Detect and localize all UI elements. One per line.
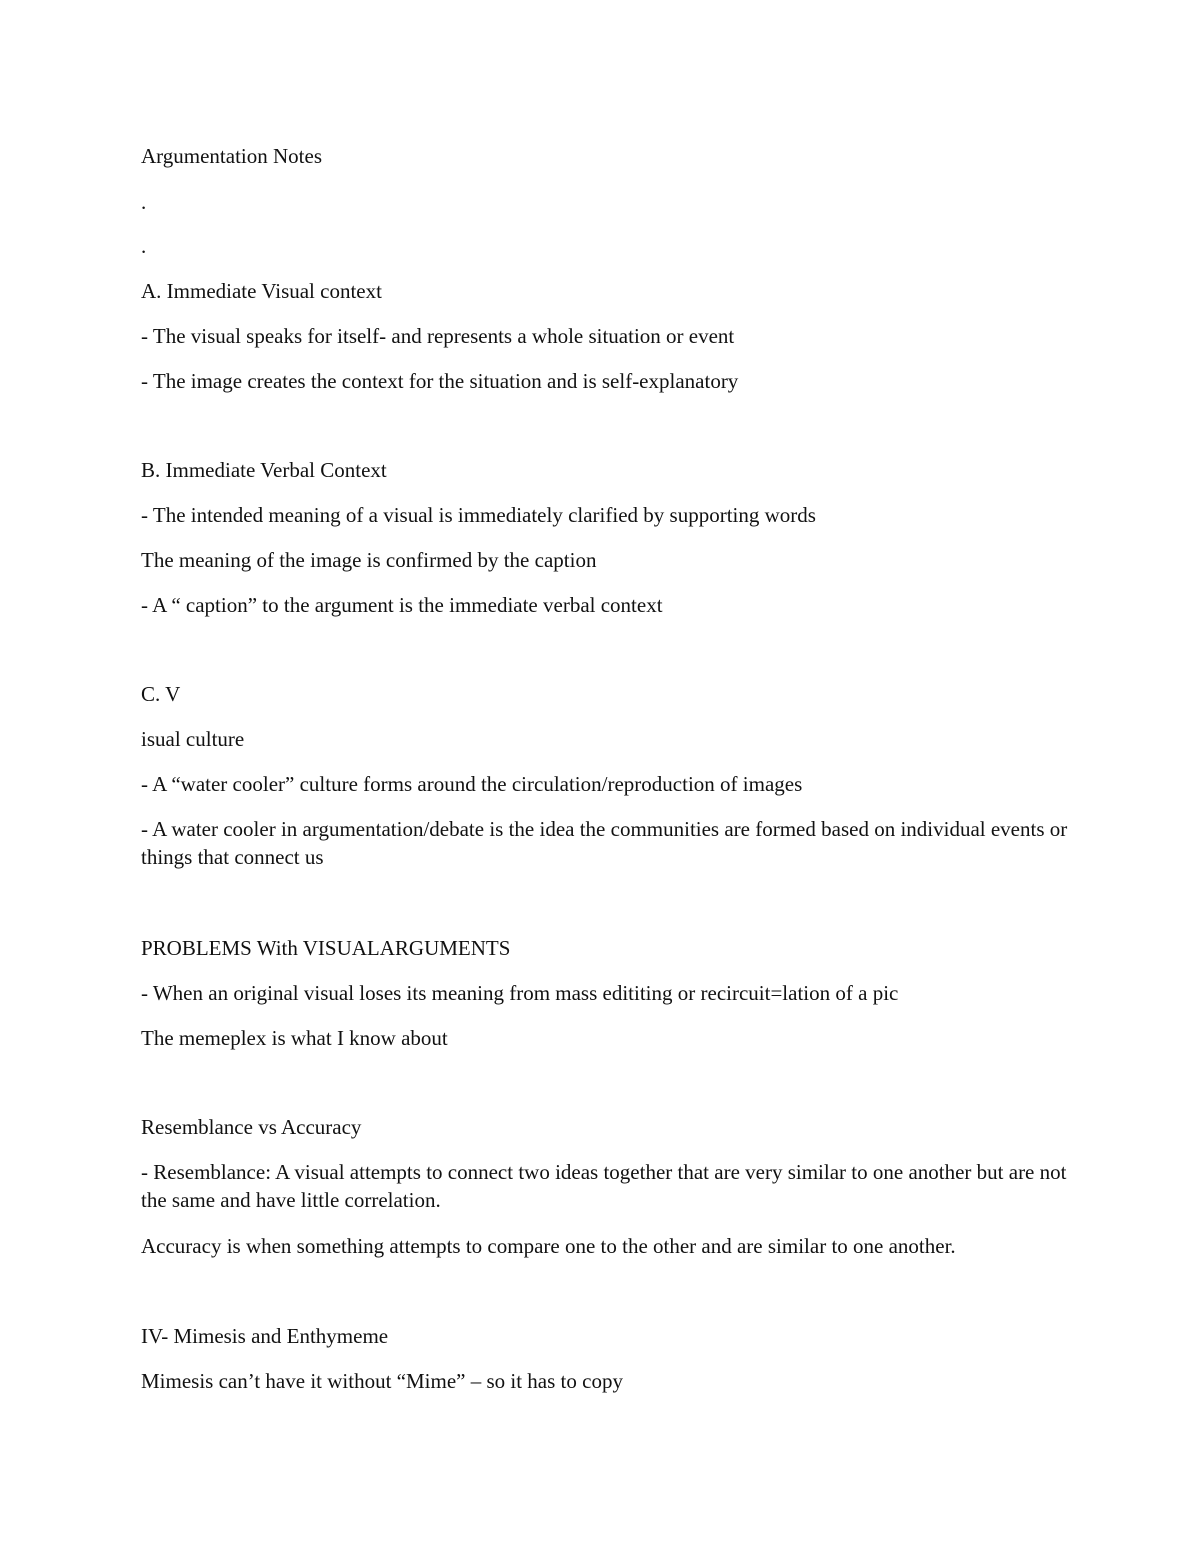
bullet-line: - A “ caption” to the argument is the immediate verbal context xyxy=(141,593,663,617)
body-line: Accuracy is when something attempts to compare one to the other and are similar to one another. xyxy=(141,1234,956,1258)
body-line: isual culture xyxy=(141,727,245,751)
bullet-line: - A “water cooler” culture forms around the circulation/reproduction of images xyxy=(141,772,803,796)
section-heading-b: B. Immediate Verbal Context xyxy=(141,458,387,482)
document-title: Argumentation Notes xyxy=(141,144,323,168)
bullet-line: - When an original visual loses its meaning from mass edititing or recircuit=lation of a pic xyxy=(141,981,899,1005)
bullet-line: - The visual speaks for itself- and represents a whole situation or event xyxy=(141,324,735,348)
bullet-line: - The image creates the context for the situation and is self-explanatory xyxy=(141,369,739,393)
section-heading-iv: IV- Mimesis and Enthymeme xyxy=(141,1324,389,1348)
body-line: The meaning of the image is confirmed by the caption xyxy=(141,548,597,572)
bullet-line: - A water cooler in argumentation/debate is the idea the communities are formed based on individual events or things that connect us xyxy=(141,817,1073,869)
body-line: The memeplex is what I know about xyxy=(141,1026,448,1050)
section-heading-resemblance: Resemblance vs Accuracy xyxy=(141,1115,362,1139)
bullet-line: - The intended meaning of a visual is immediately clarified by supporting words xyxy=(141,503,816,527)
section-heading-problems: PROBLEMS With VISUALARGUMENTS xyxy=(141,936,511,960)
section-heading-c: C. V xyxy=(141,682,181,706)
separator-dot: . xyxy=(141,190,147,214)
bullet-line: - Resemblance: A visual attempts to connect two ideas together that are very similar to one another but are not the same and have little correlation. xyxy=(141,1160,1072,1212)
separator-dot: . xyxy=(141,234,147,258)
body-line: Mimesis can’t have it without “Mime” – so it has to copy xyxy=(141,1369,623,1393)
section-heading-a: A. Immediate Visual context xyxy=(141,279,382,303)
